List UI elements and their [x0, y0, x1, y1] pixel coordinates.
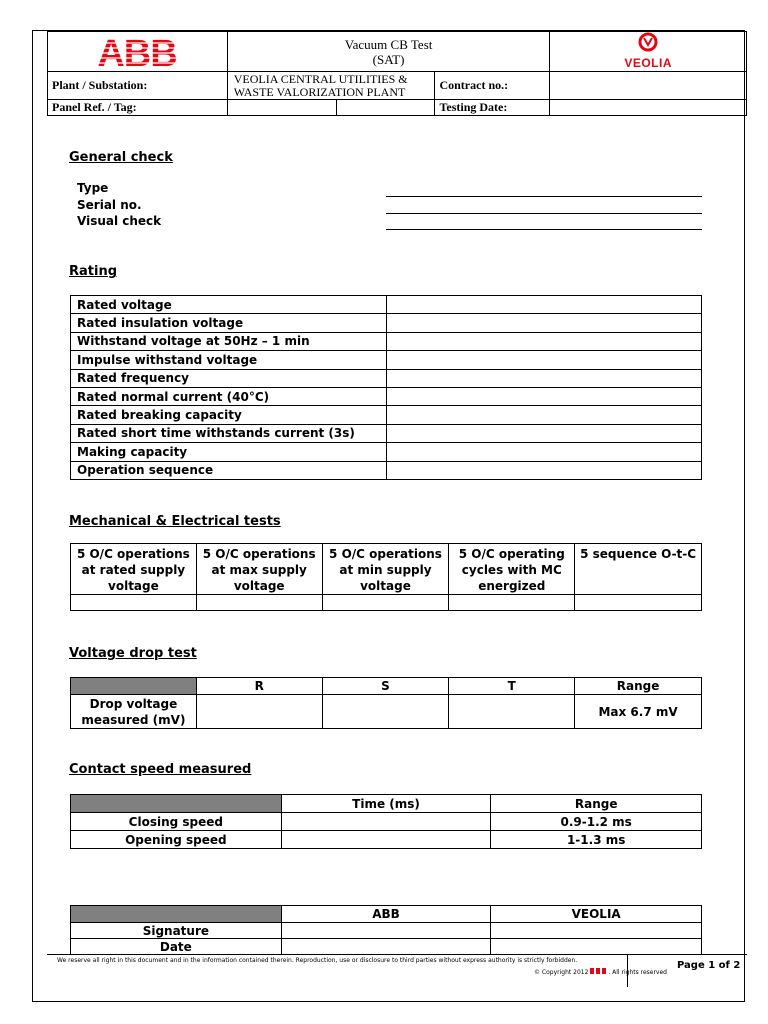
rating-row	[71, 296, 702, 314]
drop-voltage-label: Drop voltage measured (mV)	[71, 695, 197, 729]
col-header-time: Time (ms)	[281, 795, 491, 813]
panel-value-field-2[interactable]	[336, 100, 435, 116]
veolia-logo-cell	[550, 32, 747, 72]
rating-label: Rated frequency	[71, 369, 387, 387]
signature-label: Signature	[71, 923, 282, 939]
rating-value-field[interactable]	[386, 296, 701, 314]
mech-result-cell[interactable]	[449, 595, 575, 611]
panel-label: Panel Ref. / Tag:	[48, 100, 228, 116]
mech-col-header: 5 O/C operations at min supply voltage	[322, 544, 449, 595]
rating-row	[71, 369, 702, 387]
drop-s-value[interactable]	[322, 695, 449, 729]
abb-signature-field[interactable]	[281, 923, 491, 939]
voltage-drop-title: Voltage drop test	[69, 646, 197, 661]
rating-label: Rated normal current (40°C)	[71, 387, 387, 405]
col-header-t: T	[449, 678, 575, 695]
document-header	[47, 31, 747, 116]
rating-value-field[interactable]	[386, 314, 701, 332]
col-header-r: R	[196, 678, 322, 695]
col-header-abb: ABB	[281, 906, 491, 923]
page-number: Page 1 of 2	[677, 960, 741, 971]
plant-label: Plant / Substation:	[48, 72, 228, 100]
opening-speed-time[interactable]	[281, 831, 491, 849]
drop-t-value[interactable]	[449, 695, 575, 729]
rating-label: Rated short time withstands current (3s)	[71, 424, 387, 442]
rating-row	[71, 424, 702, 442]
rating-label: Impulse withstand voltage	[71, 351, 387, 369]
rating-label: Making capacity	[71, 443, 387, 461]
rating-value-field[interactable]	[386, 461, 701, 479]
rating-label: Rated breaking capacity	[71, 406, 387, 424]
signature-table	[70, 905, 702, 955]
footer-copyright: © Copyright 2012 . All rights reserved	[534, 969, 667, 976]
type-label: Type	[77, 181, 109, 195]
col-header-speed-range: Range	[491, 795, 702, 813]
contact-speed-title: Contact speed measured	[69, 762, 252, 777]
mech-col-header: 5 O/C operating cycles with MC energized	[449, 544, 575, 595]
drop-r-value[interactable]	[196, 695, 322, 729]
rating-row	[71, 461, 702, 479]
testing-date-label: Testing Date:	[435, 100, 550, 116]
footer-disclaimer: We reserve all right in this document and in the information contained therein. Reproduction, use or disclosure to third parties without express authority is strictly forbidden.	[57, 957, 578, 964]
veolia-emblem-icon	[637, 32, 659, 52]
visual-check-field[interactable]	[386, 229, 702, 230]
mech-col-header: 5 O/C operations at max supply voltage	[196, 544, 322, 595]
mech-result-cell[interactable]	[575, 595, 702, 611]
rating-label: Withstand voltage at 50Hz – 1 min	[71, 332, 387, 350]
closing-speed-time[interactable]	[281, 813, 491, 831]
plant-value: VEOLIA CENTRAL UTILITIES & WASTE VALORIZATION PLANT	[227, 72, 435, 100]
serial-field[interactable]	[386, 213, 702, 214]
type-field[interactable]	[386, 196, 702, 197]
contact-speed-corner	[71, 795, 282, 813]
mech-col-header: 5 O/C operations at rated supply voltage	[71, 544, 197, 595]
contract-value-field[interactable]	[550, 72, 747, 100]
testing-date-field[interactable]	[550, 100, 747, 116]
abb-date-field[interactable]	[281, 939, 491, 955]
col-header-range: Range	[575, 678, 702, 695]
rating-row	[71, 443, 702, 461]
mech-result-cell[interactable]	[71, 595, 197, 611]
mech-col-header: 5 sequence O-t-C	[575, 544, 702, 595]
opening-speed-label: Opening speed	[71, 831, 282, 849]
rating-value-field[interactable]	[386, 351, 701, 369]
general-check-title: General check	[69, 150, 173, 165]
abb-logo	[94, 35, 180, 69]
rating-value-field[interactable]	[386, 424, 701, 442]
mechanical-title: Mechanical & Electrical tests	[69, 514, 281, 529]
veolia-signature-field[interactable]	[491, 923, 702, 939]
contract-label: Contract no.:	[435, 72, 550, 100]
visual-check-label: Visual check	[77, 214, 162, 228]
rating-value-field[interactable]	[386, 406, 701, 424]
panel-value-field[interactable]	[227, 100, 336, 116]
rating-row	[71, 351, 702, 369]
rating-value-field[interactable]	[386, 387, 701, 405]
abb-mini-logo	[590, 968, 608, 974]
closing-speed-label: Closing speed	[71, 813, 282, 831]
rating-row	[71, 406, 702, 424]
veolia-logo: VEOLIA	[624, 32, 672, 70]
closing-speed-range: 0.9-1.2 ms	[491, 813, 702, 831]
mechanical-table	[70, 543, 702, 611]
rating-label: Operation sequence	[71, 461, 387, 479]
drop-range-value: Max 6.7 mV	[575, 695, 702, 729]
rating-row	[71, 314, 702, 332]
svg-text:ABB: ABB	[97, 34, 178, 69]
rating-title: Rating	[69, 264, 118, 279]
document-title: Vacuum CB Test (SAT)	[227, 32, 550, 72]
mech-result-cell[interactable]	[196, 595, 322, 611]
rating-row	[71, 387, 702, 405]
rating-value-field[interactable]	[386, 369, 701, 387]
serial-label: Serial no.	[77, 198, 142, 212]
opening-speed-range: 1-1.3 ms	[491, 831, 702, 849]
abb-logo-cell	[48, 32, 228, 72]
page-footer	[47, 954, 747, 987]
rating-table	[70, 295, 702, 480]
voltage-drop-table	[70, 677, 702, 729]
rating-label: Rated voltage	[71, 296, 387, 314]
date-label: Date	[71, 939, 282, 955]
rating-value-field[interactable]	[386, 332, 701, 350]
rating-label: Rated insulation voltage	[71, 314, 387, 332]
col-header-veolia: VEOLIA	[491, 906, 702, 923]
signature-corner	[71, 906, 282, 923]
rating-row	[71, 332, 702, 350]
rating-value-field[interactable]	[386, 443, 701, 461]
veolia-date-field[interactable]	[491, 939, 702, 955]
voltage-drop-corner	[71, 678, 197, 695]
footer-separator	[627, 955, 628, 987]
mech-result-cell[interactable]	[322, 595, 449, 611]
col-header-s: S	[322, 678, 449, 695]
contact-speed-table	[70, 794, 702, 849]
